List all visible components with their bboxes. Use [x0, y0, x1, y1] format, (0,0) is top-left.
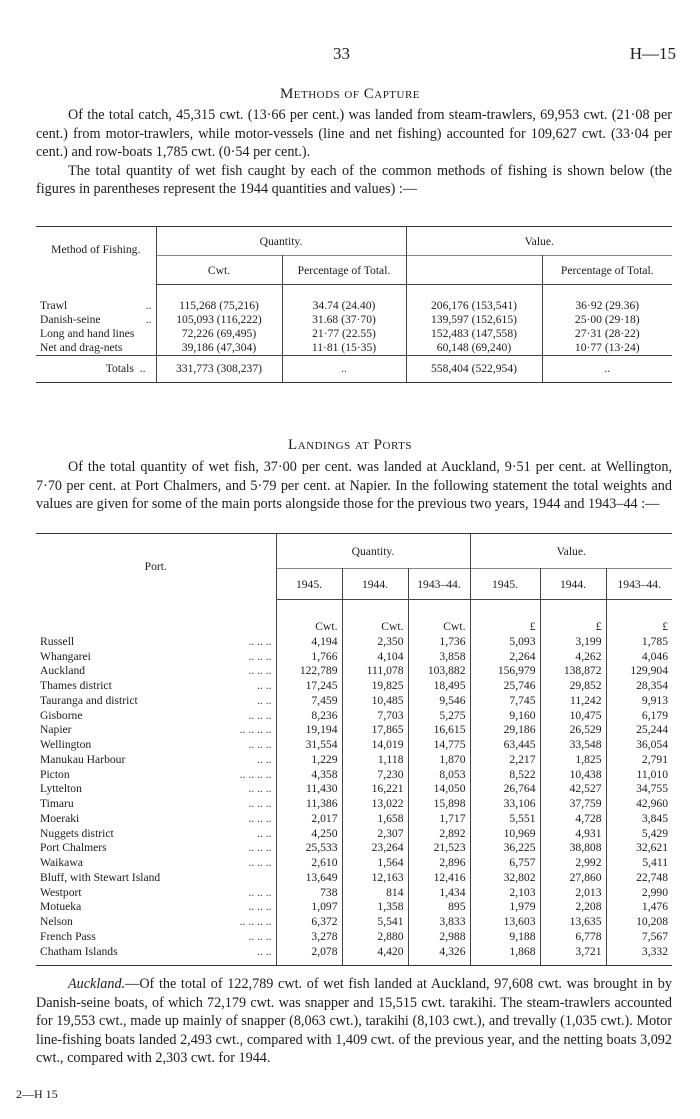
value-cell: 156,979 — [470, 664, 540, 679]
value-cell: 13,603 — [470, 915, 540, 930]
port-label: Napier — [40, 723, 72, 737]
quantity-cell: 15,898 — [408, 797, 470, 812]
col-quantity: Quantity. — [156, 227, 406, 256]
value-cell: 8,522 — [470, 768, 540, 783]
leader-dots: .. .. .. — [248, 664, 272, 678]
quantity-cell: 25,533 — [276, 841, 342, 856]
table-row — [36, 871, 672, 886]
value-cell: 7,745 — [470, 694, 540, 709]
value-cell: 42,960 — [636, 797, 668, 810]
landings-paragraph: Of the total quantity of wet fish, 37·00 per cent. was landed at Auckland, 9·51 per cent. at Wellington, 7·70 per cent. at Port Chalmers, and 5·79 per cent. at Napier. In the following statement the total weights and values are given for some of the main ports alongside those for the previous two years, 1944 and 1943–44 :— — [36, 459, 672, 512]
year-header: 1945. — [470, 569, 540, 600]
port-label: Gisborne — [40, 708, 83, 722]
auckland-text — [36, 975, 672, 1068]
port-label: Whangarei — [40, 649, 91, 663]
value-cell: 152,483 (147,558) — [406, 327, 542, 341]
cwt-cell: 105,093 (116,222) — [156, 313, 282, 327]
value-cell: 129,904 — [630, 664, 668, 678]
value-cell: 5,411 — [642, 856, 668, 869]
method-label: Long and hand lines — [40, 326, 135, 340]
value-cell: 13,635 — [540, 915, 606, 930]
quantity-cell: 8,236 — [276, 709, 342, 724]
quantity-cell: 4,104 — [342, 650, 408, 665]
quantity-cell: 2,307 — [342, 827, 408, 842]
value-cell: 2,013 — [540, 886, 606, 901]
quantity-cell: 14,775 — [408, 738, 470, 753]
port-label: Auckland — [40, 664, 86, 678]
leader-dots: .. .. — [257, 944, 272, 958]
port-cell — [36, 650, 276, 665]
quantity-cell: 2,892 — [408, 827, 470, 842]
value-cell: 2,208 — [540, 900, 606, 915]
table-row — [36, 723, 672, 738]
totals-cwt: 331,773 (308,237) — [156, 355, 282, 382]
method-cell — [36, 341, 156, 356]
value-cell: 10,475 — [540, 709, 606, 724]
value-cell: 63,445 — [470, 738, 540, 753]
quantity-cell: 12,416 — [408, 871, 470, 886]
table-row — [36, 753, 672, 768]
quantity-cell: 10,485 — [342, 694, 408, 709]
port-label: French Pass — [40, 929, 96, 943]
quantity-cell: 5,541 — [342, 915, 408, 930]
port-cell — [36, 886, 276, 901]
totals-vpct: .. — [542, 355, 672, 382]
document-reference: H—15 — [629, 44, 676, 63]
quantity-cell: 6,372 — [276, 915, 342, 930]
value-cell: 36,054 — [636, 738, 668, 751]
value-cell: 36,225 — [470, 841, 540, 856]
cwt-cell: 115,268 (75,216) — [156, 299, 282, 313]
value-cell: 60,148 (69,240) — [406, 341, 542, 356]
value-cell: 26,764 — [470, 782, 540, 797]
col-port: Port. — [36, 534, 276, 600]
landings-text — [36, 458, 672, 514]
table-row — [36, 841, 672, 856]
quantity-cell: 2,988 — [408, 930, 470, 945]
port-label: Nelson — [40, 915, 73, 928]
quantity-cell: 16,221 — [342, 782, 408, 797]
port-label: Wellington — [40, 738, 92, 751]
quantity-cell: 3,278 — [276, 930, 342, 945]
value-cell: 138,872 — [540, 664, 606, 679]
value-cell: 33,106 — [470, 797, 540, 812]
table-row — [36, 797, 672, 812]
table-row — [36, 812, 672, 827]
leader-dots: .. .. .. — [248, 885, 272, 899]
value-cell: 2,992 — [540, 856, 606, 871]
year-header: 1943–44. — [606, 569, 672, 600]
port-label: Lyttelton — [40, 782, 82, 796]
year-header: 1944. — [342, 569, 408, 600]
port-label: Thames district — [40, 679, 112, 692]
quantity-cell: 2,350 — [342, 635, 408, 650]
table-row — [36, 900, 672, 915]
methods-text — [36, 106, 672, 199]
unit-label: £ — [470, 600, 540, 635]
auckland-lead: Auckland. — [68, 976, 126, 992]
method-label: Danish-seine — [40, 312, 101, 326]
port-label: Tauranga and district — [40, 693, 138, 707]
port-cell — [36, 797, 276, 812]
port-label: Bluff, with Stewart Island — [40, 870, 161, 884]
port-label: Chatham Islands — [40, 944, 118, 958]
table-row — [36, 664, 672, 679]
value-cell: 1,825 — [540, 753, 606, 768]
quantity-cell: 738 — [276, 886, 342, 901]
quantity-cell: 11,386 — [276, 797, 342, 812]
value-cell: 6,179 — [641, 708, 668, 722]
methods-table — [36, 226, 672, 383]
pct-cell: 34.74 (24.40) — [282, 299, 406, 313]
port-cell — [36, 930, 276, 945]
value-cell: 10,438 — [540, 768, 606, 783]
leader-dots: .. .. .. .. — [239, 723, 272, 737]
leader-dots: .. .. .. — [248, 841, 272, 855]
quantity-cell: 16,615 — [408, 723, 470, 738]
port-cell — [36, 812, 276, 827]
value-cell: 10,208 — [636, 915, 668, 928]
value-cell: 4,728 — [540, 812, 606, 827]
quantity-cell: 1,658 — [342, 812, 408, 827]
value-cell: 5,429 — [641, 826, 668, 840]
unit-label: Cwt. — [342, 600, 408, 635]
quantity-cell: 1,717 — [408, 812, 470, 827]
value-cell: 34,755 — [636, 782, 668, 796]
value-cell: 25,746 — [470, 679, 540, 694]
table-row — [36, 709, 672, 724]
method-cell — [36, 327, 156, 341]
port-cell — [36, 664, 276, 679]
port-cell — [36, 900, 276, 915]
value-cell: 29,852 — [540, 679, 606, 694]
value-cell: 3,199 — [540, 635, 606, 650]
leader-dots: .. .. .. — [248, 900, 272, 914]
value-cell: 11,010 — [636, 767, 668, 781]
year-header: 1945. — [276, 569, 342, 600]
port-cell — [36, 723, 276, 738]
totals-pct: .. — [282, 355, 406, 382]
quantity-cell: 1,097 — [276, 900, 342, 915]
port-cell — [36, 679, 276, 694]
port-label: Picton — [40, 767, 70, 781]
unit-label: £ — [662, 620, 668, 633]
value-cell: 4,262 — [540, 650, 606, 665]
method-label: Net and drag-nets — [40, 340, 123, 354]
table-row — [36, 635, 672, 650]
leader-dots: .. .. .. — [248, 634, 272, 648]
leader-dots: .. .. — [257, 679, 272, 692]
port-label: Motueka — [40, 900, 82, 914]
table-row — [36, 327, 672, 341]
value-cell: 3,721 — [540, 945, 606, 966]
table-row — [36, 694, 672, 709]
port-label: Port Chalmers — [40, 841, 107, 855]
table-row — [36, 915, 672, 930]
footer-signature: 2—H 15 — [16, 1087, 58, 1101]
quantity-cell: 13,649 — [276, 871, 342, 886]
port-cell — [36, 841, 276, 856]
port-cell — [36, 827, 276, 842]
port-cell — [36, 635, 276, 650]
quantity-cell: 3,833 — [408, 915, 470, 930]
value-cell: 22,748 — [636, 870, 668, 884]
vpct-cell: 27·31 (28·22) — [574, 326, 640, 340]
table-row — [36, 856, 672, 871]
quantity-cell: 14,019 — [342, 738, 408, 753]
value-cell: 9,188 — [470, 930, 540, 945]
value-cell: 26,529 — [540, 723, 606, 738]
pct-cell: 21·77 (22.55) — [282, 327, 406, 341]
quantity-cell: 17,245 — [276, 679, 342, 694]
method-cell — [36, 313, 156, 327]
table-row — [36, 945, 672, 966]
quantity-cell: 1,118 — [342, 753, 408, 768]
leader-dots: .. .. .. .. — [239, 915, 272, 928]
year-header: 1943–44. — [408, 569, 470, 600]
port-cell — [36, 871, 276, 886]
value-cell: 2,264 — [470, 650, 540, 665]
vpct-cell: 25·00 (29·18) — [574, 312, 640, 326]
landings-heading: Landings at Ports — [288, 437, 412, 453]
unit-label: £ — [540, 600, 606, 635]
leader-dots: .. — [145, 312, 152, 326]
value-cell: 6,757 — [470, 856, 540, 871]
quantity-cell: 1,358 — [342, 900, 408, 915]
value-cell: 2,990 — [641, 885, 668, 899]
value-cell: 5,093 — [470, 635, 540, 650]
vpct-cell: 36·92 (29.36) — [575, 298, 640, 312]
methods-paragraph-1: Of the total catch, 45,315 cwt. (13·66 per cent.) was landed from steam-trawlers, 69,953 cwt. (21·08 per cent.) from motor-trawlers, while motor-vessels (line and net fishing) accounted for 109,627 cwt. (33·04 per cent.) and row-boats 1,785 cwt. (0·54 per cent.). — [36, 107, 672, 160]
table-row — [36, 313, 672, 327]
quantity-cell: 14,050 — [408, 782, 470, 797]
port-label: Russell — [40, 634, 75, 648]
quantity-cell: 7,703 — [342, 709, 408, 724]
quantity-cell: 111,078 — [342, 664, 408, 679]
value-cell: 206,176 (153,541) — [406, 299, 542, 313]
table-row — [36, 341, 672, 356]
value-cell: 4,931 — [540, 827, 606, 842]
cwt-cell: 72,226 (69,495) — [156, 327, 282, 341]
value-cell: 27,860 — [540, 871, 606, 886]
year-header: 1944. — [540, 569, 606, 600]
value-cell: 28,354 — [636, 679, 668, 692]
col-quantity: Quantity. — [276, 534, 470, 569]
col-pct-quantity: Percentage of Total. — [282, 256, 406, 285]
value-cell: 2,217 — [470, 753, 540, 768]
leader-dots: .. .. .. — [248, 782, 272, 796]
quantity-cell: 19,194 — [276, 723, 342, 738]
value-cell: 33,548 — [540, 738, 606, 753]
method-label: Trawl — [40, 298, 68, 312]
port-cell — [36, 856, 276, 871]
leader-dots: .. .. .. .. — [239, 767, 272, 781]
quantity-cell: 4,326 — [408, 945, 470, 966]
value-cell: 6,778 — [540, 930, 606, 945]
quantity-cell: 2,896 — [408, 856, 470, 871]
value-cell: 11,242 — [540, 694, 606, 709]
leader-dots: .. .. .. — [248, 929, 272, 943]
port-label: Westport — [40, 885, 82, 899]
auckland-body: —Of the total of 122,789 cwt. of wet fish landed at Auckland, 97,608 cwt. was brought in by Danish-seine boats, of which 72,179 cwt. was snapper and 15,515 cwt. tarakihi. The steam-trawlers accounted for 19,553 cwt., made up mainly of snapper (8,063 cwt.), tarakihi (8,103 cwt.), and trevally (1,035 cwt.). Motor line-fishing boats landed 2,493 cwt., compared with 1,409 cwt. of the previous year, and the netting boats 3,092 cwt., compared with 2,303 cwt. for 1944. — [36, 976, 672, 1066]
value-cell: 1,476 — [641, 900, 668, 914]
port-cell — [36, 753, 276, 768]
table-row — [36, 299, 672, 313]
quantity-cell: 814 — [342, 886, 408, 901]
leader-dots: .. .. .. — [248, 649, 272, 663]
port-label: Moeraki — [40, 811, 80, 825]
quantity-cell: 4,358 — [276, 768, 342, 783]
page-number: 33 — [333, 44, 350, 63]
value-cell: 32,802 — [470, 871, 540, 886]
unit-label: Cwt. — [408, 600, 470, 635]
quantity-cell: 1,564 — [342, 856, 408, 871]
value-cell: 7,567 — [641, 929, 668, 943]
value-cell: 139,597 (152,615) — [406, 313, 542, 327]
value-cell: 10,969 — [470, 827, 540, 842]
quantity-cell: 23,264 — [342, 841, 408, 856]
quantity-cell: 19,825 — [342, 679, 408, 694]
quantity-cell: 2,017 — [276, 812, 342, 827]
port-label: Manukau Harbour — [40, 752, 126, 766]
port-label: Timaru — [40, 797, 74, 810]
quantity-cell: 1,870 — [408, 753, 470, 768]
leader-dots: .. .. — [257, 752, 272, 766]
quantity-cell: 1,736 — [408, 635, 470, 650]
col-cwt: Cwt. — [156, 256, 282, 285]
quantity-cell: 21,523 — [408, 841, 470, 856]
methods-paragraph-2: The total quantity of wet fish caught by each of the common methods of fishing is shown below (the figures in parentheses represent the 1944 quantities and values) :— — [36, 162, 672, 197]
value-cell: 29,186 — [470, 723, 540, 738]
value-cell: 1,868 — [470, 945, 540, 966]
leader-dots: .. .. .. — [248, 856, 272, 869]
table-row — [36, 827, 672, 842]
quantity-cell: 7,459 — [276, 694, 342, 709]
pct-cell: 11·81 (15·35) — [282, 341, 406, 356]
leader-dots: .. .. .. — [248, 738, 272, 751]
quantity-cell: 122,789 — [276, 664, 342, 679]
port-label: Nuggets district — [40, 826, 114, 840]
table-row — [36, 738, 672, 753]
port-cell — [36, 738, 276, 753]
value-cell: 1,785 — [641, 634, 668, 648]
auckland-paragraph — [36, 975, 672, 1068]
col-method: Method of Fishing. — [36, 227, 156, 285]
port-cell — [36, 768, 276, 783]
totals-label: Totals .. — [36, 355, 156, 382]
vpct-cell: 10·77 (13·24) — [574, 340, 640, 354]
quantity-cell: 12,163 — [342, 871, 408, 886]
method-cell — [36, 299, 156, 313]
quantity-cell: 9,546 — [408, 694, 470, 709]
methods-heading: Methods of Capture — [279, 86, 421, 102]
cwt-cell: 39,186 (47,304) — [156, 341, 282, 356]
quantity-cell: 11,430 — [276, 782, 342, 797]
port-cell — [36, 915, 276, 930]
quantity-cell: 7,230 — [342, 768, 408, 783]
leader-dots: .. .. .. — [248, 811, 272, 825]
value-cell: 32,621 — [636, 841, 668, 855]
quantity-cell: 2,880 — [342, 930, 408, 945]
value-cell: 3,332 — [606, 945, 672, 966]
leader-dots: .. .. — [257, 826, 272, 840]
quantity-cell: 31,554 — [276, 738, 342, 753]
pct-cell: 31.68 (37·70) — [282, 313, 406, 327]
col-value: Value. — [470, 534, 672, 569]
quantity-cell: 1,229 — [276, 753, 342, 768]
table-row — [36, 650, 672, 665]
table-row — [36, 782, 672, 797]
value-cell: 4,046 — [641, 649, 668, 663]
table-row — [36, 930, 672, 945]
quantity-cell: 4,420 — [342, 945, 408, 966]
quantity-cell: 4,250 — [276, 827, 342, 842]
port-cell — [36, 945, 276, 966]
leader-dots: .. .. .. — [248, 708, 272, 722]
quantity-cell: 4,194 — [276, 635, 342, 650]
port-cell — [36, 694, 276, 709]
col-value: Value. — [406, 227, 672, 256]
quantity-cell: 2,610 — [276, 856, 342, 871]
col-pct-value: Percentage of Total. — [542, 256, 672, 285]
totals-value: 558,404 (522,954) — [406, 355, 542, 382]
quantity-cell: 1,434 — [408, 886, 470, 901]
quantity-cell: 1,766 — [276, 650, 342, 665]
quantity-cell: 103,882 — [408, 664, 470, 679]
value-cell: 9,160 — [470, 709, 540, 724]
port-label: Waikawa — [40, 856, 83, 869]
leader-dots: .. — [145, 298, 152, 312]
value-cell: 42,527 — [540, 782, 606, 797]
quantity-cell: 8,053 — [408, 768, 470, 783]
quantity-cell: 2,078 — [276, 945, 342, 966]
quantity-cell: 895 — [408, 900, 470, 915]
unit-label: Cwt. — [276, 600, 342, 635]
value-cell: 2,103 — [470, 886, 540, 901]
table-row — [36, 886, 672, 901]
value-cell: 37,759 — [540, 797, 606, 812]
value-cell: 38,808 — [540, 841, 606, 856]
value-cell: 3,845 — [641, 811, 668, 825]
value-cell: 5,551 — [470, 812, 540, 827]
col-value-amount — [406, 256, 542, 285]
value-cell: 1,979 — [470, 900, 540, 915]
quantity-cell: 17,865 — [342, 723, 408, 738]
quantity-cell: 5,275 — [408, 709, 470, 724]
port-cell — [36, 709, 276, 724]
quantity-cell: 18,495 — [408, 679, 470, 694]
value-cell: 2,791 — [641, 752, 668, 766]
port-cell — [36, 782, 276, 797]
ports-table — [36, 533, 672, 966]
leader-dots: .. .. .. — [248, 797, 272, 810]
value-cell: 9,913 — [641, 693, 668, 707]
quantity-cell: 3,858 — [408, 650, 470, 665]
leader-dots: .. .. — [257, 693, 272, 707]
value-cell: 25,244 — [636, 723, 668, 737]
table-row — [36, 768, 672, 783]
quantity-cell: 13,022 — [342, 797, 408, 812]
table-row — [36, 679, 672, 694]
